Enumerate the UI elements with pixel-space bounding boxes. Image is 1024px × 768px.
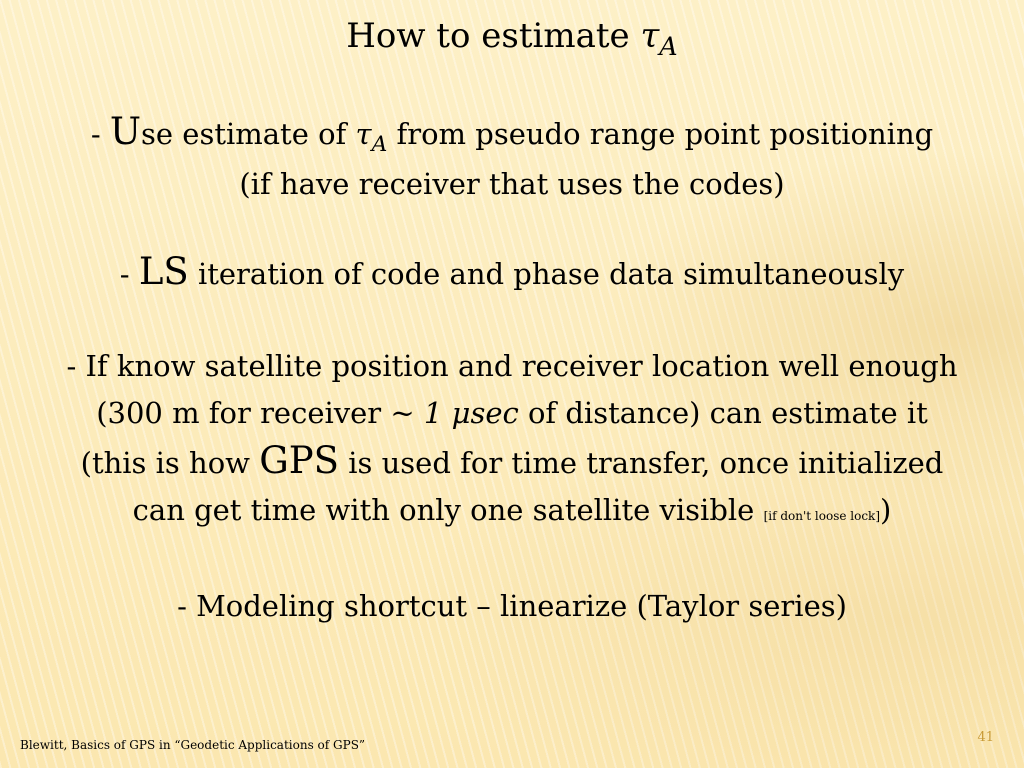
bullet-1-initial: U [109,110,142,153]
bullet-4-line-1: - Modeling shortcut – linearize (Taylor series) [177,589,847,623]
bullet-1-text-b: from pseudo range point positioning [387,117,934,151]
bullet-2-text: iteration of code and phase data simultaneously [188,257,905,291]
title-text: How to estimate [346,16,641,56]
bullet-2-line-1 [14,248,1010,298]
bullet-3-line-4-b: ) [880,493,892,527]
bullet-2 [14,248,1010,298]
tau-subscript: A [371,131,388,157]
bullet-1-line-2: (if have receiver that uses the codes) [239,167,785,201]
bullet-dash: - [90,117,110,151]
bullet-3-line-2-b: of distance) can estimate it [518,396,928,430]
bullet-3-line-3-a: (this is how [80,446,260,480]
tau-symbol: τ [355,117,372,151]
lock-note: [if don't loose lock] [763,509,881,523]
microsecond-value: 1 μsec [423,396,519,430]
bullet-dash: - [119,257,139,291]
bullet-3-line-3-b: is used for time transfer, once initialized [339,446,944,480]
bullet-3-line-4-a: can get time with only one satellite visible [132,493,764,527]
bullet-3 [14,343,1010,540]
bullet-3-line-2 [14,390,1010,437]
bullet-3-line-4 [14,487,1010,540]
bullet-3-line-3 [14,437,1010,487]
gps-acronym: GPS [259,439,340,482]
bullet-1 [14,108,1010,208]
slide-title [0,10,1024,65]
bullet-2-acronym: LS [138,250,189,293]
bullet-1-text-a: se estimate of [141,117,356,151]
tau-symbol: τ [640,16,660,56]
bullet-3-line-1: - If know satellite position and receiver location well enough [66,349,958,383]
page-number: 41 [977,730,994,745]
bullet-4 [14,583,1010,630]
bullet-1-line-1 [14,108,1010,161]
footer-citation: Blewitt, Basics of GPS in “Geodetic Applications of GPS” [20,738,366,752]
bullet-3-line-2-a: (300 m for receiver ~ [96,396,424,430]
tau-subscript: A [659,31,678,62]
